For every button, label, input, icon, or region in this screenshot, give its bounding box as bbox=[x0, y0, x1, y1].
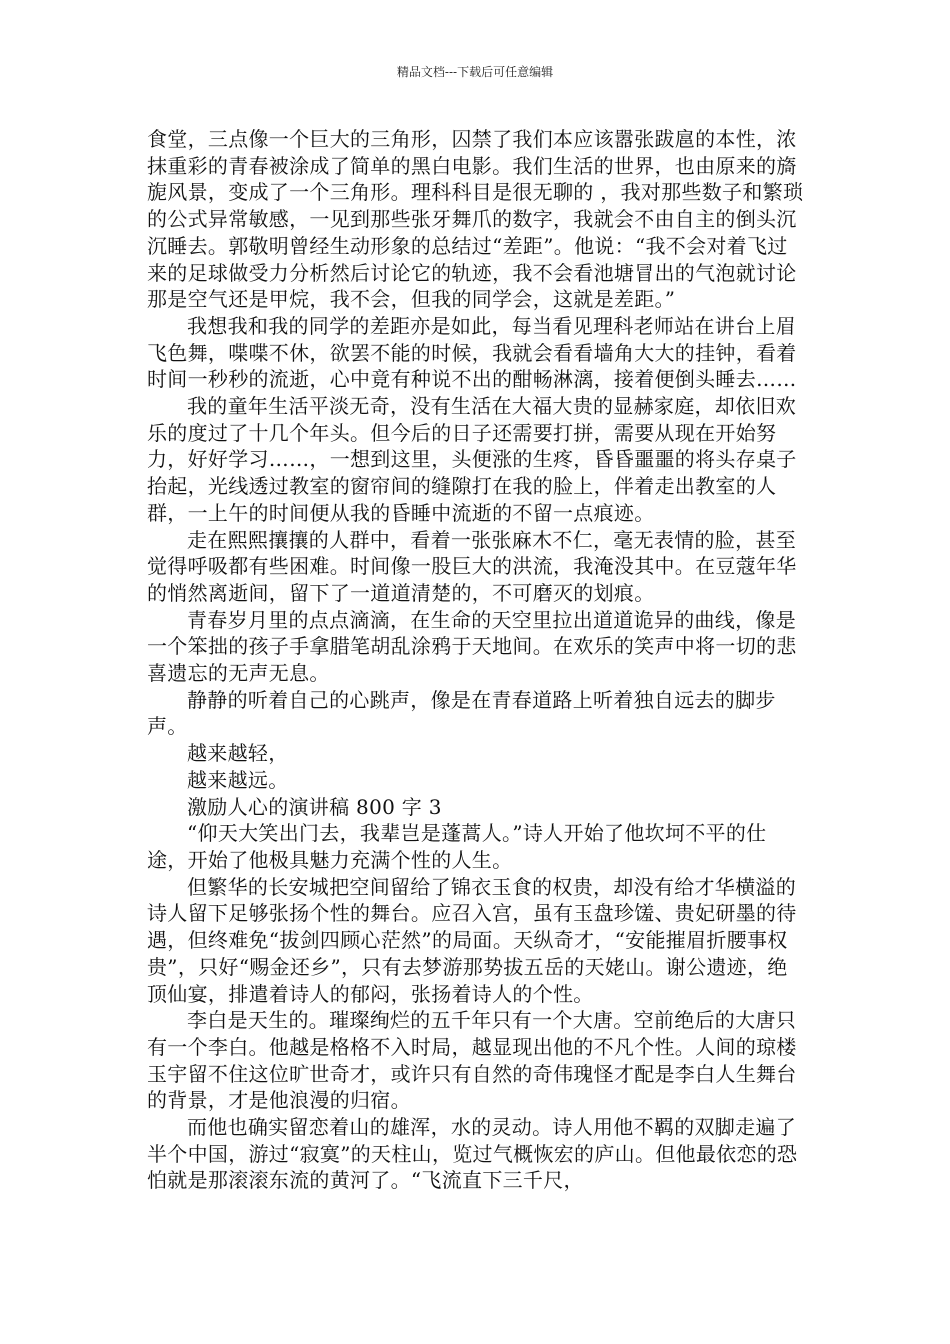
paragraph-text: 食堂，三点像一个巨大的三角形，囚禁了我们本应该嚣张跋扈的本性，浓抹重彩的青春被涂成了简单的黑白电影。我们生活的世界，也由原来的旖旎风景，变成了一个三角形。理科科目是很无聊的 ，我对那些数子和繁琐的公式异常敏感，一见到那些张牙舞爪的数字，我就会不由自主的倒头沉沉睡去。郭敬明曾经生动形象的总结过“差距”。他说：“我不会对着飞过来的足球做受力分析然后讨论它的轨迹，我不会看池塘冒出的气泡就讨论那是空气还是甲烷，我不会，但我的同学会，这就是差距。” bbox=[147, 127, 804, 312]
paragraph-text: 但繁华的长安城把空间留给了锦衣玉食的权贵，却没有给才华横溢的诗人留下足够张扬个性的舞台。应召入宫，虽有玉盘珍馐、贵妃研墨的待遇，但终难免“拔剑四顾心茫然”的局面。天纵奇才，“安能摧眉折腰事权贵”，只好“赐金还乡”，只有去梦游那势拔五岳的天姥山。谢公遗迹，绝顶仙宴，排遣着诗人的郁闷，张扬着诗人的个性。 bbox=[147, 874, 797, 1006]
paragraph bbox=[147, 874, 807, 1008]
paragraph bbox=[147, 740, 807, 767]
paragraph bbox=[147, 1114, 807, 1194]
paragraph-text: 走在熙熙攘攘的人群中，看着一张张麻木不仁，毫无表情的脸，甚至觉得呼吸都有些困难。时间像一股巨大的洪流，我淹没其中。在豆蔻年华的悄然离逝间，留下了一道道清楚的，不可磨灭的划痕。 bbox=[147, 527, 797, 605]
paragraph-text: 我想我和我的同学的差距亦是如此，每当看见理科老师站在讲台上眉飞色舞，喋喋不休，欲罢不能的时候，我就会看看墙角大大的挂钟，看着时间一秒秒的流逝，心中竟有种说不出的酣畅淋漓，接着便倒头睡去…… bbox=[147, 313, 797, 392]
paragraph-text: 越来越远。 bbox=[187, 767, 289, 792]
section-heading-text: 激励人心的演讲稿 800 字 3 bbox=[187, 794, 442, 819]
paragraph bbox=[147, 767, 807, 794]
paragraph-text: 静静的听着自己的心跳声，像是在青春道路上听着独自远去的脚步声。 bbox=[147, 687, 776, 739]
paragraph bbox=[147, 607, 807, 687]
paragraph bbox=[147, 313, 807, 393]
page-header: 精品文档---下载后可任意编辑 bbox=[396, 65, 554, 79]
paragraph bbox=[147, 820, 807, 873]
paragraph bbox=[147, 687, 807, 740]
paragraph-text: 我的童年生活平淡无奇，没有生活在大福大贵的显赫家庭，却依旧欢乐的度过了十几个年头。但今后的日子还需要打拼，需要从现在开始努力，好好学习……，一想到这里，头便涨的生疼，昏昏噩噩的将头存桌子抬起，光线透过教室的窗帘间的缝隙打在我的脸上，伴着走出教室的人群，一上午的时间便从我的昏睡中流逝的不留一点痕迹。 bbox=[147, 394, 797, 525]
paragraph-text: “仰天大笑出门去，我辈岂是蓬蒿人。”诗人开始了他坎坷不平的仕途，开始了他极具魅力充满个性的人生。 bbox=[147, 821, 767, 872]
section-heading bbox=[147, 794, 807, 821]
paragraph-text: 青春岁月里的点点滴滴，在生命的天空里拉出道道诡异的曲线，像是一个笨拙的孩子手拿腊笔胡乱涂鸦于天地间。在欢乐的笑声中将一切的悲喜遗忘的无声无息。 bbox=[147, 607, 797, 686]
paragraph bbox=[147, 393, 807, 527]
paragraph-text: 越来越轻， bbox=[187, 741, 289, 766]
paragraph bbox=[147, 126, 807, 313]
document-body bbox=[147, 126, 807, 1194]
paragraph-text: 李白是天生的。璀璨绚烂的五千年只有一个大唐。空前绝后的大唐只有一个李白。他越是格格不入时局，越显现出他的不凡个性。人间的琼楼玉宇留不住这位旷世奇才，或许只有自然的奇伟瑰怪才配是李白人生舞台的背景，才是他浪漫的归宿。 bbox=[147, 1008, 797, 1113]
paragraph bbox=[147, 527, 807, 607]
paragraph-text: 而他也确实留恋着山的雄浑，水的灵动。诗人用他不羁的双脚走遍了半个中国，游过“寂寞”的天柱山，览过气概恢宏的庐山。但他最依恋的恐怕就是那滚滚东流的黄河了。“飞流直下三千尺， bbox=[147, 1115, 798, 1193]
paragraph bbox=[147, 1007, 807, 1114]
